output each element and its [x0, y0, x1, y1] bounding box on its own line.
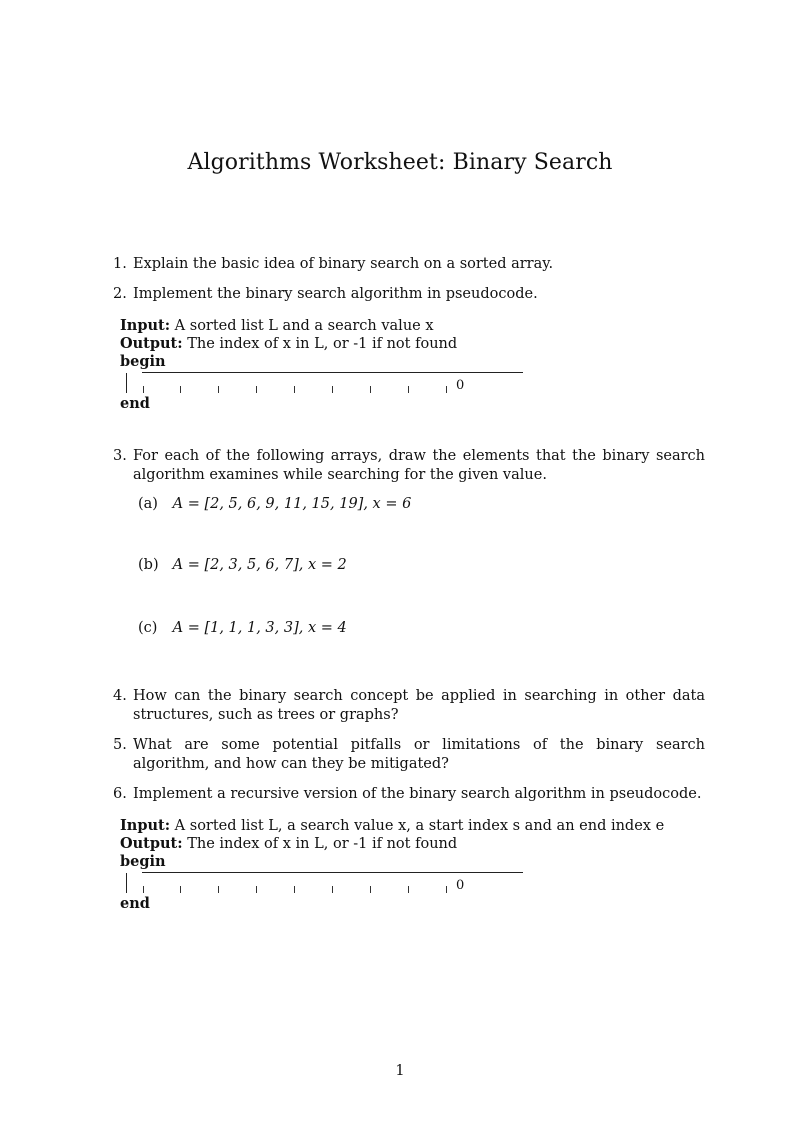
question-text: Explain the basic idea of binary search on a sorted array.: [133, 256, 554, 272]
question-text: What are some potential pitfalls or limitations of the binary search algorithm, and how can they be mitigated?: [133, 737, 705, 772]
page-number: 1: [395, 1063, 405, 1079]
end-keyword: [120, 895, 150, 913]
begin-text: begin: [120, 353, 166, 370]
tick-mark: [218, 386, 219, 393]
input-text: A sorted list L and a search value x: [174, 318, 434, 334]
tick-mark: [370, 886, 371, 893]
question-6: [113, 785, 705, 804]
question-text: Implement the binary search algorithm in pseudocode.: [133, 286, 538, 302]
subpart-expression: A = [2, 5, 6, 9, 11, 15, 19], x = 6: [172, 496, 412, 512]
algo-input-line: [120, 817, 664, 835]
question-text: How can the binary search concept be applied in searching in other data structures, such as trees or graphs?: [133, 688, 705, 723]
line-number: 0: [456, 878, 465, 893]
line-number: 0: [456, 378, 465, 393]
tick-mark: [294, 386, 295, 393]
algo-output-line: [120, 335, 457, 353]
subpart-c: [138, 620, 347, 636]
tick-mark: [370, 386, 371, 393]
question-3: [113, 447, 705, 485]
subpart-a: [138, 496, 411, 512]
subpart-expression: A = [1, 1, 1, 3, 3], x = 4: [172, 620, 347, 636]
question-1: [113, 255, 705, 274]
tick-mark: [256, 886, 257, 893]
pseudocode-block-1: [120, 317, 530, 417]
end-keyword: [120, 395, 150, 413]
question-number: 1.: [113, 256, 127, 272]
output-label: Output:: [120, 335, 183, 352]
question-text: Implement a recursive version of the binary search algorithm in pseudocode.: [133, 786, 702, 802]
pseudocode-block-2: [120, 817, 665, 917]
input-text: A sorted list L, a search value x, a start index s and an end index e: [174, 818, 665, 834]
end-text: end: [120, 395, 150, 412]
subpart-expression: A = [2, 3, 5, 6, 7], x = 2: [172, 557, 347, 573]
question-number: 4.: [113, 688, 127, 704]
tick-mark: [143, 386, 144, 393]
tick-mark: [446, 886, 447, 893]
question-number: 3.: [113, 448, 127, 464]
question-4: [113, 687, 705, 725]
subpart-b: [138, 557, 347, 573]
tick-mark: [332, 386, 333, 393]
tick-mark: [180, 386, 181, 393]
question-text: For each of the following arrays, draw the elements that the binary search algorithm examines while searching for the given value.: [133, 448, 705, 483]
begin-keyword: [120, 853, 166, 871]
blank-rule: [142, 872, 523, 873]
block-bar: [126, 873, 127, 893]
question-number: 5.: [113, 737, 127, 753]
end-text: end: [120, 895, 150, 912]
tick-mark: [218, 886, 219, 893]
output-text: The index of x in L, or -1 if not found: [187, 836, 458, 852]
blank-rule: [142, 372, 523, 373]
algo-input-line: [120, 317, 434, 335]
tick-mark: [408, 386, 409, 393]
subpart-label: (a): [138, 496, 158, 512]
page-title: Algorithms Worksheet: Binary Search: [187, 150, 613, 175]
question-2: [113, 285, 705, 304]
output-text: The index of x in L, or -1 if not found: [187, 336, 458, 352]
tick-mark: [256, 386, 257, 393]
tick-mark: [446, 386, 447, 393]
algo-output-line: [120, 835, 457, 853]
tick-mark: [143, 886, 144, 893]
tick-mark: [332, 886, 333, 893]
question-number: 2.: [113, 286, 127, 302]
tick-mark: [180, 886, 181, 893]
block-bar: [126, 373, 127, 393]
subpart-label: (c): [138, 620, 158, 636]
question-number: 6.: [113, 786, 127, 802]
begin-text: begin: [120, 853, 166, 870]
input-label: Input:: [120, 817, 171, 834]
output-label: Output:: [120, 835, 183, 852]
input-label: Input:: [120, 317, 171, 334]
tick-mark: [294, 886, 295, 893]
subpart-label: (b): [138, 557, 159, 573]
question-5: [113, 736, 705, 774]
begin-keyword: [120, 353, 166, 371]
tick-mark: [408, 886, 409, 893]
